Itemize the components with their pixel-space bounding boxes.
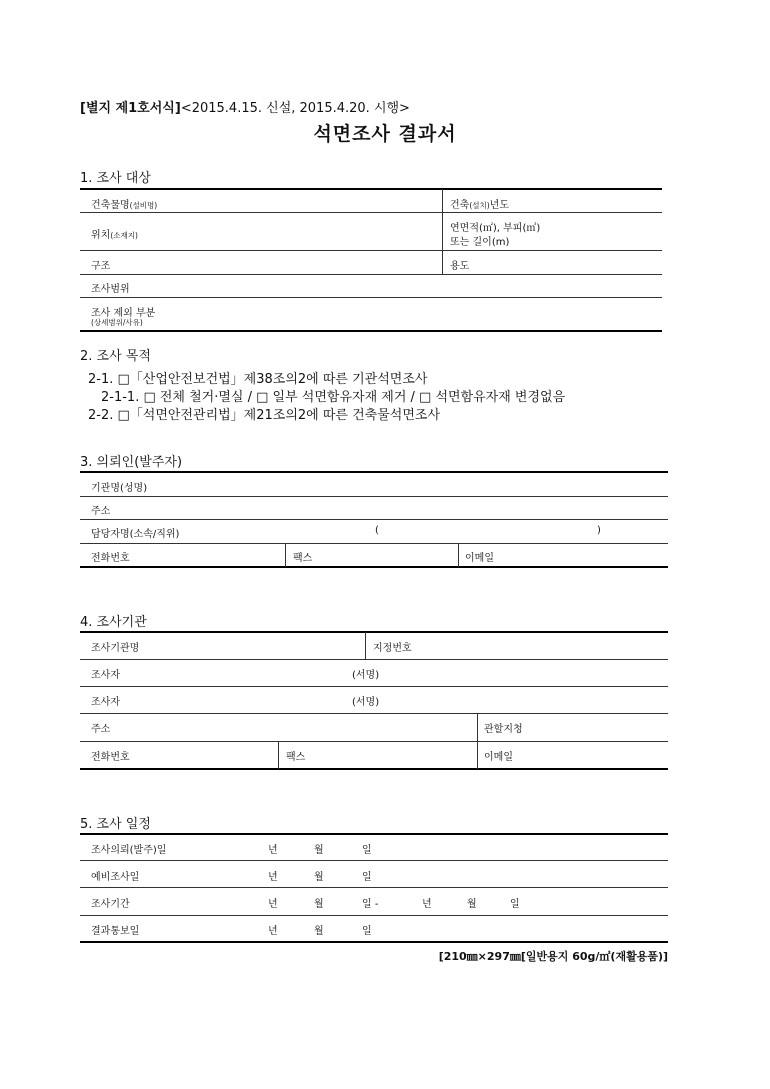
month-label: 월: [314, 845, 324, 856]
day-label: 일: [362, 926, 372, 937]
day-label: 일: [510, 899, 520, 910]
agency-address-label: 주소: [91, 724, 111, 735]
surveyor-1-label: 조사자: [91, 670, 120, 681]
year-label: 년: [268, 845, 278, 856]
divider: [80, 519, 668, 520]
excluded-label: 조사 제외 부분: [91, 308, 156, 319]
survey-period-label: 조사기간: [91, 899, 130, 910]
section2-heading: 2. 조사 목적: [80, 349, 151, 364]
section5-top-border: [80, 833, 668, 835]
month-label: 월: [314, 926, 324, 937]
section5-bottom-border: [80, 941, 668, 943]
year-label: 년: [268, 926, 278, 937]
day-dash-label: 일 -: [362, 899, 379, 910]
divider: [80, 297, 662, 298]
divider: [80, 543, 668, 544]
request-date-label: 조사의뢰(발주)일: [91, 845, 167, 856]
divider: [80, 274, 662, 275]
divider: [80, 496, 668, 497]
area-label-line2: 또는 길이(m): [450, 237, 510, 248]
section3-top-border: [80, 471, 668, 473]
purpose-line-2-1-1: 2-1-1. □ 전체 철거·멸실 / □ 일부 석면함유자재 제거 / □ 석면함유자재 변경없음: [101, 390, 566, 405]
divider: [80, 659, 668, 660]
client-email-label: 이메일: [465, 553, 494, 564]
column-divider: [477, 714, 478, 769]
jurisdiction-label: 관할지청: [484, 724, 523, 735]
section4-top-border: [80, 631, 668, 633]
usage-label: 용도: [450, 261, 470, 272]
build-year-label: 건축(설치)년도: [450, 200, 509, 211]
form-history: <2015.4.15. 신설, 2015.4.20. 시행>: [180, 101, 410, 116]
agency-fax-label: 팩스: [286, 752, 306, 763]
divider: [80, 713, 668, 714]
location-label: 위치(소재지): [91, 230, 138, 241]
surveyor-1-signature: (서명): [352, 670, 380, 681]
section1-heading: 1. 조사 대상: [80, 171, 151, 186]
column-divider: [365, 632, 366, 660]
excluded-sublabel: (상세범위/사유): [91, 318, 143, 327]
divider: [80, 915, 668, 916]
surveyor-2-signature: (서명): [352, 697, 380, 708]
divider: [80, 887, 668, 888]
result-notice-date-label: 결과통보일: [91, 926, 140, 937]
client-phone-label: 전화번호: [91, 553, 130, 564]
form-number: [별지 제1호서식]: [80, 101, 181, 116]
document-title: 석면조사 결과서: [313, 123, 457, 145]
divider: [80, 860, 668, 861]
agency-phone-label: 전화번호: [91, 752, 130, 763]
client-address-label: 주소: [91, 506, 111, 517]
paper-spec-footer: [210㎜×297㎜[일반용지 60g/㎡(재활용품)]: [438, 950, 668, 963]
column-divider: [285, 544, 286, 567]
year-label: 년: [268, 872, 278, 883]
day-label: 일: [362, 845, 372, 856]
building-name-label: 건축물명(설비명): [91, 200, 158, 211]
column-divider: [278, 742, 279, 769]
year-label: 년: [422, 899, 432, 910]
scope-label: 조사범위: [91, 284, 130, 295]
contact-paren-open: (: [375, 525, 379, 536]
preliminary-survey-date-label: 예비조사일: [91, 872, 140, 883]
month-label: 월: [467, 899, 477, 910]
divider: [80, 250, 662, 251]
section3-heading: 3. 의뢰인(발주자): [80, 455, 183, 470]
section1-bottom-border: [80, 330, 662, 332]
purpose-line-2-1: 2-1. □「산업안전보건법」제38조의2에 따른 기관석면조사: [88, 372, 428, 387]
designation-number-label: 지정번호: [373, 643, 412, 654]
column-divider: [458, 544, 459, 567]
agency-email-label: 이메일: [484, 752, 513, 763]
surveyor-2-label: 조사자: [91, 697, 120, 708]
day-label: 일: [362, 872, 372, 883]
area-label-line1: 연면적(㎡), 부피(㎥): [450, 223, 541, 234]
month-label: 월: [314, 872, 324, 883]
divider: [80, 686, 668, 687]
structure-label: 구조: [91, 261, 111, 272]
contact-paren-close: ): [597, 525, 601, 536]
section3-bottom-border: [80, 566, 668, 568]
divider: [80, 212, 662, 213]
purpose-line-2-2: 2-2. □「석면안전관리법」제21조의2에 따른 건축물석면조사: [88, 408, 441, 423]
section4-heading: 4. 조사기관: [80, 615, 147, 630]
divider: [80, 741, 668, 742]
column-divider: [442, 189, 443, 275]
client-fax-label: 팩스: [293, 553, 313, 564]
year-label: 년: [268, 899, 278, 910]
section5-heading: 5. 조사 일정: [80, 817, 151, 832]
section4-bottom-border: [80, 768, 668, 770]
form-header: [80, 97, 410, 116]
client-contact-label: 담당자명(소속/직위): [91, 529, 180, 540]
month-label: 월: [314, 899, 324, 910]
client-org-name-label: 기관명(성명): [91, 483, 148, 494]
section1-top-border: [80, 188, 662, 190]
agency-name-label: 조사기관명: [91, 643, 140, 654]
